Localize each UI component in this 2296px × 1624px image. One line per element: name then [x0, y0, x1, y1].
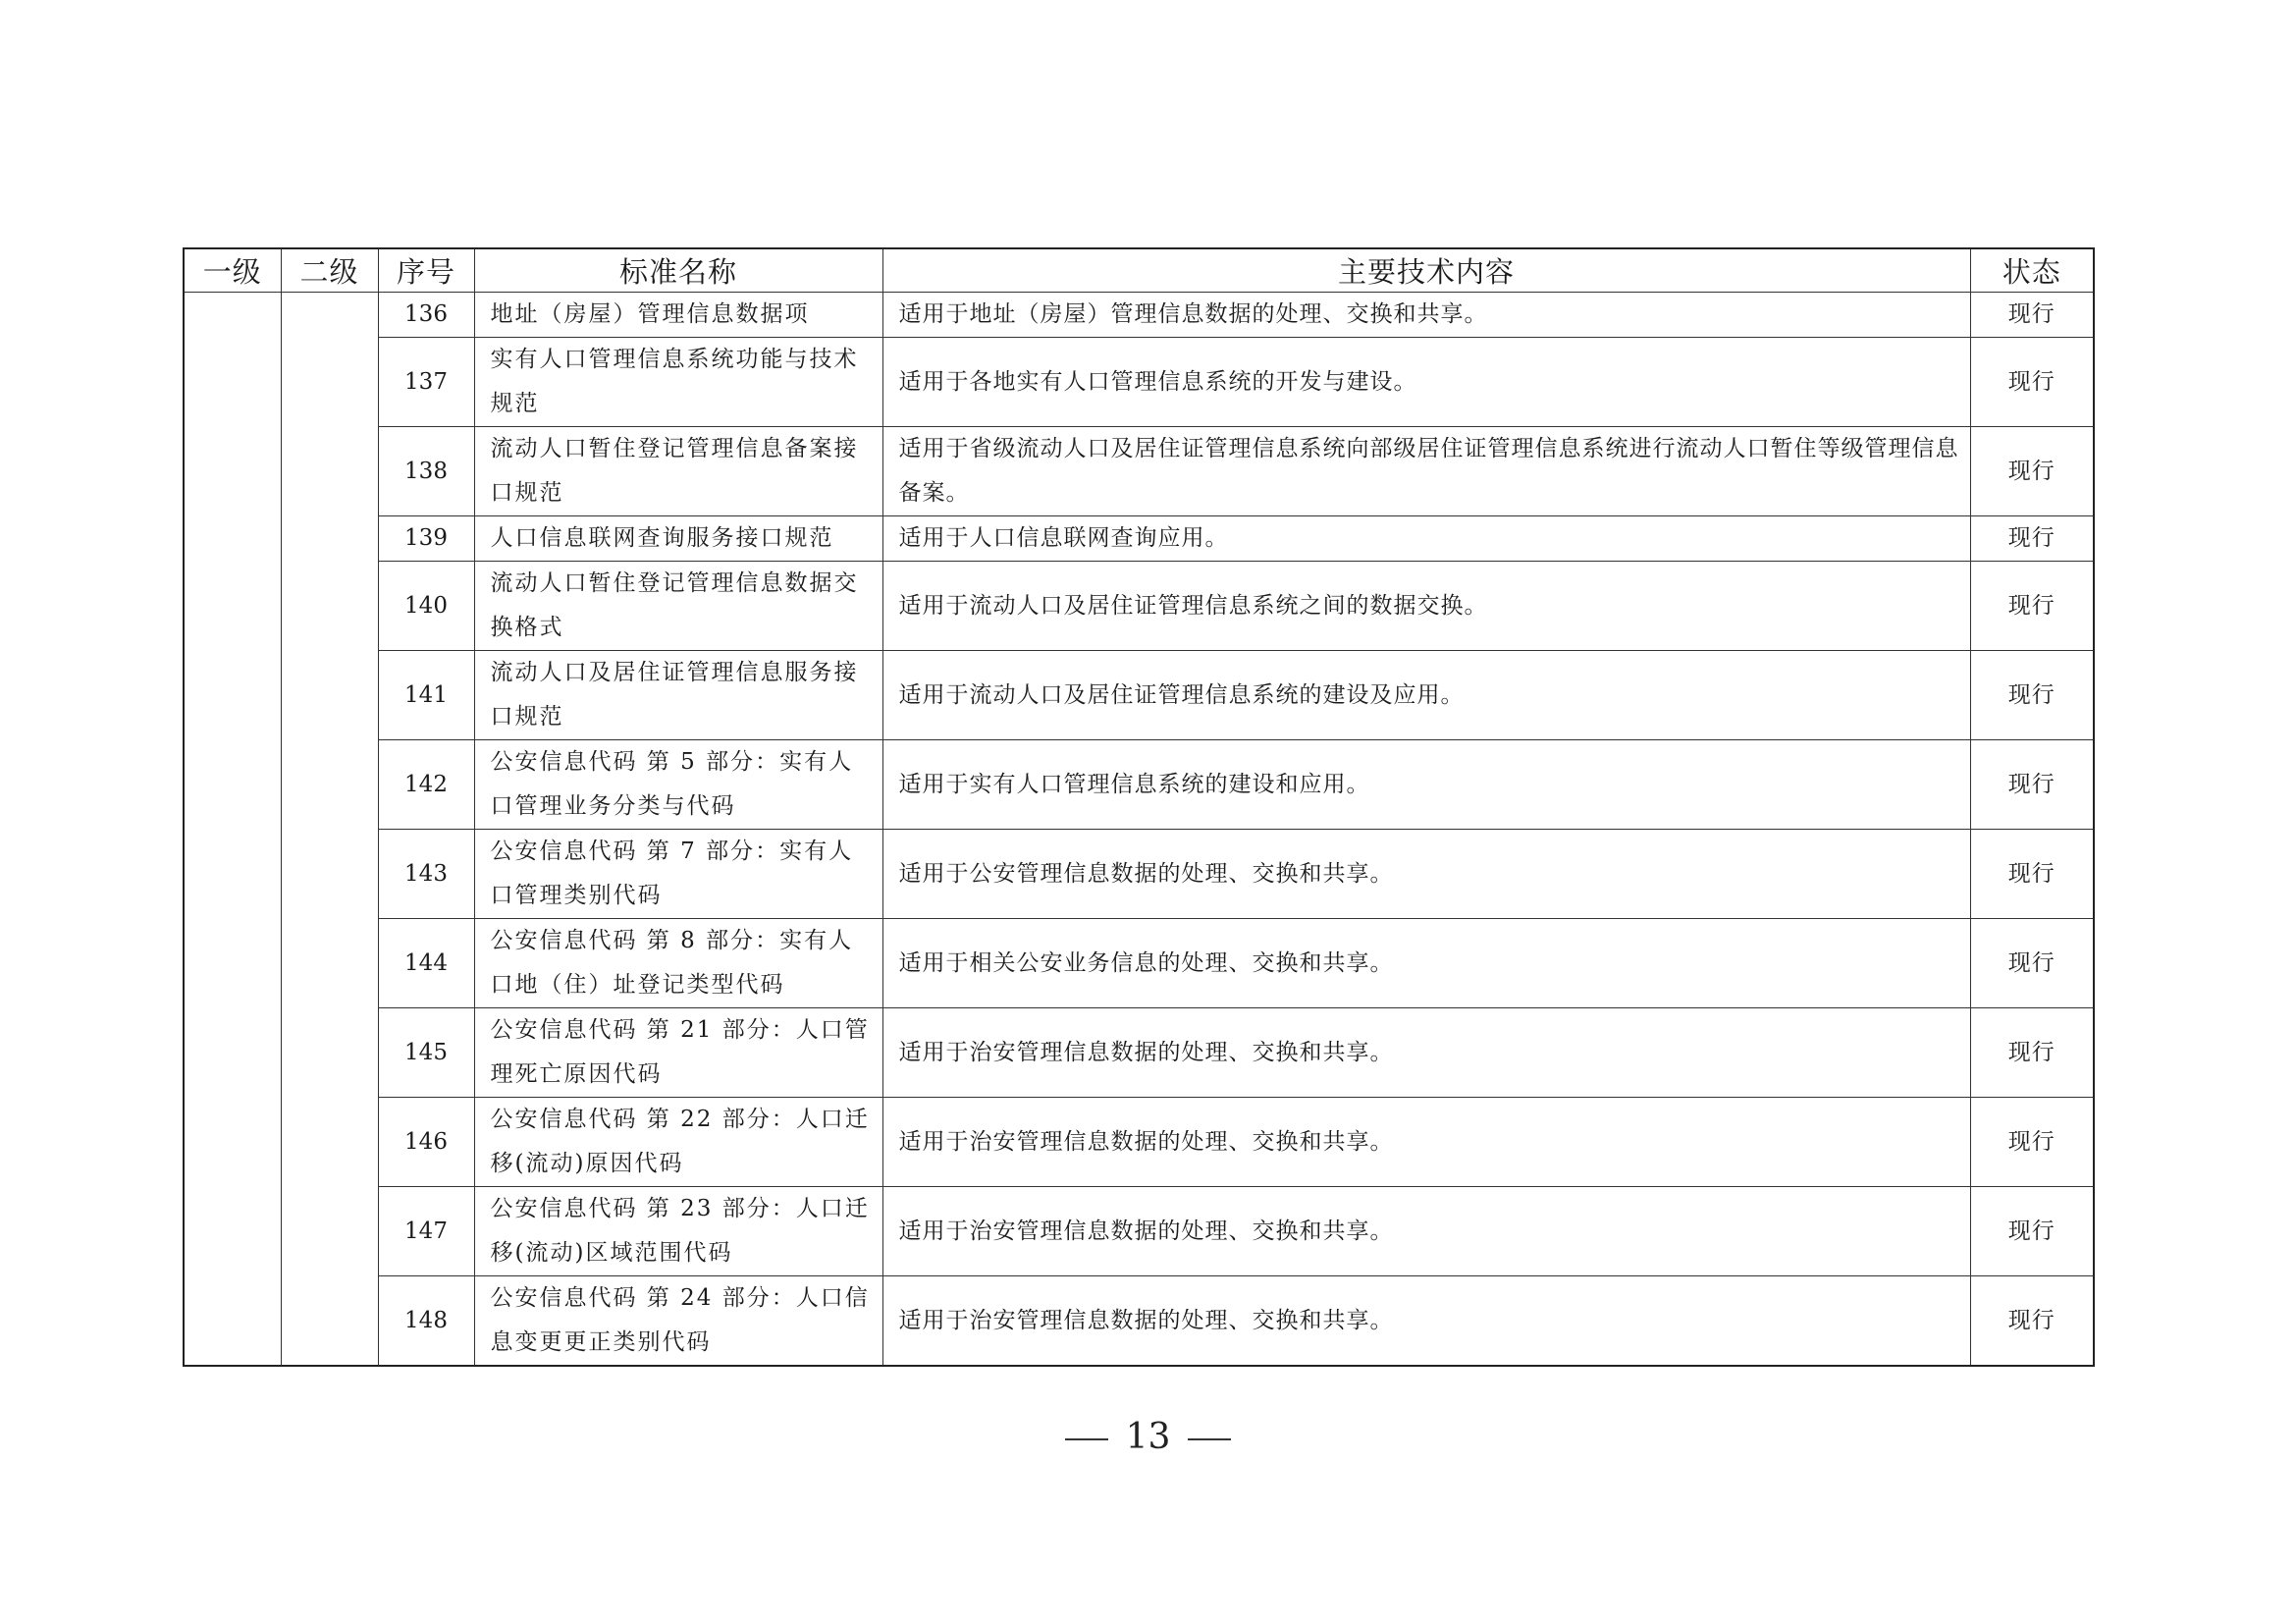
status-cell: 现行 — [1970, 651, 2094, 740]
seq-cell: 137 — [378, 338, 474, 427]
seq-cell: 141 — [378, 651, 474, 740]
status-cell: 现行 — [1970, 1008, 2094, 1098]
content-cell: 适用于省级流动人口及居住证管理信息系统向部级居住证管理信息系统进行流动人口暂住等级管理信息备案。 — [882, 427, 1970, 516]
status-cell: 现行 — [1970, 293, 2094, 338]
level1-cell — [184, 293, 281, 1367]
table-row — [184, 919, 2094, 1008]
table-row — [184, 338, 2094, 427]
content-cell: 适用于地址（房屋）管理信息数据的处理、交换和共享。 — [882, 293, 1970, 338]
table-row — [184, 1187, 2094, 1276]
page-number-dash-left — [1065, 1438, 1108, 1440]
name-cell: 地址（房屋）管理信息数据项 — [474, 293, 882, 338]
content-cell: 适用于治安管理信息数据的处理、交换和共享。 — [882, 1276, 1970, 1367]
status-cell: 现行 — [1970, 830, 2094, 919]
table-row — [184, 427, 2094, 516]
content-cell: 适用于实有人口管理信息系统的建设和应用。 — [882, 740, 1970, 830]
seq-cell: 147 — [378, 1187, 474, 1276]
page-number-dash-right — [1188, 1438, 1231, 1440]
status-cell: 现行 — [1970, 1098, 2094, 1187]
page-number — [0, 1417, 2296, 1457]
status-cell: 现行 — [1970, 1187, 2094, 1276]
status-cell: 现行 — [1970, 516, 2094, 562]
seq-cell: 136 — [378, 293, 474, 338]
table-row — [184, 516, 2094, 562]
content-cell: 适用于流动人口及居住证管理信息系统的建设及应用。 — [882, 651, 1970, 740]
seq-cell: 138 — [378, 427, 474, 516]
content-cell: 适用于治安管理信息数据的处理、交换和共享。 — [882, 1098, 1970, 1187]
name-cell: 流动人口及居住证管理信息服务接口规范 — [474, 651, 882, 740]
content-cell: 适用于各地实有人口管理信息系统的开发与建设。 — [882, 338, 1970, 427]
header-seq: 序号 — [378, 248, 474, 293]
header-content: 主要技术内容 — [882, 248, 1970, 293]
level2-cell — [281, 293, 378, 1367]
name-cell: 公安信息代码 第 23 部分：人口迁移(流动)区域范围代码 — [474, 1187, 882, 1276]
content-cell: 适用于公安管理信息数据的处理、交换和共享。 — [882, 830, 1970, 919]
table-row — [184, 740, 2094, 830]
status-cell: 现行 — [1970, 1276, 2094, 1367]
name-cell: 实有人口管理信息系统功能与技术规范 — [474, 338, 882, 427]
seq-cell: 143 — [378, 830, 474, 919]
content-cell: 适用于人口信息联网查询应用。 — [882, 516, 1970, 562]
name-cell: 公安信息代码 第 21 部分：人口管理死亡原因代码 — [474, 1008, 882, 1098]
table-row — [184, 1008, 2094, 1098]
table-row — [184, 830, 2094, 919]
header-level2: 二级 — [281, 248, 378, 293]
status-cell: 现行 — [1970, 919, 2094, 1008]
seq-cell: 139 — [378, 516, 474, 562]
status-cell: 现行 — [1970, 562, 2094, 651]
name-cell: 公安信息代码 第 22 部分：人口迁移(流动)原因代码 — [474, 1098, 882, 1187]
header-name: 标准名称 — [474, 248, 882, 293]
name-cell: 流动人口暂住登记管理信息备案接口规范 — [474, 427, 882, 516]
content-cell: 适用于相关公安业务信息的处理、交换和共享。 — [882, 919, 1970, 1008]
table-row — [184, 651, 2094, 740]
name-cell: 人口信息联网查询服务接口规范 — [474, 516, 882, 562]
table-row — [184, 1276, 2094, 1367]
name-cell: 公安信息代码 第 7 部分：实有人口管理类别代码 — [474, 830, 882, 919]
status-cell: 现行 — [1970, 427, 2094, 516]
content-cell: 适用于流动人口及居住证管理信息系统之间的数据交换。 — [882, 562, 1970, 651]
seq-cell: 145 — [378, 1008, 474, 1098]
table-row — [184, 1098, 2094, 1187]
seq-cell: 144 — [378, 919, 474, 1008]
content-cell: 适用于治安管理信息数据的处理、交换和共享。 — [882, 1187, 1970, 1276]
seq-cell: 140 — [378, 562, 474, 651]
table-row — [184, 562, 2094, 651]
seq-cell: 146 — [378, 1098, 474, 1187]
table-header-row — [184, 248, 2094, 293]
header-level1: 一级 — [184, 248, 281, 293]
page-number-value: 13 — [1125, 1417, 1171, 1457]
name-cell: 公安信息代码 第 5 部分：实有人口管理业务分类与代码 — [474, 740, 882, 830]
content-cell: 适用于治安管理信息数据的处理、交换和共享。 — [882, 1008, 1970, 1098]
status-cell: 现行 — [1970, 338, 2094, 427]
table-row — [184, 293, 2094, 338]
name-cell: 流动人口暂住登记管理信息数据交换格式 — [474, 562, 882, 651]
name-cell: 公安信息代码 第 8 部分：实有人口地（住）址登记类型代码 — [474, 919, 882, 1008]
standards-table — [183, 247, 2095, 1367]
seq-cell: 148 — [378, 1276, 474, 1367]
status-cell: 现行 — [1970, 740, 2094, 830]
name-cell: 公安信息代码 第 24 部分：人口信息变更更正类别代码 — [474, 1276, 882, 1367]
seq-cell: 142 — [378, 740, 474, 830]
header-status: 状态 — [1970, 248, 2094, 293]
